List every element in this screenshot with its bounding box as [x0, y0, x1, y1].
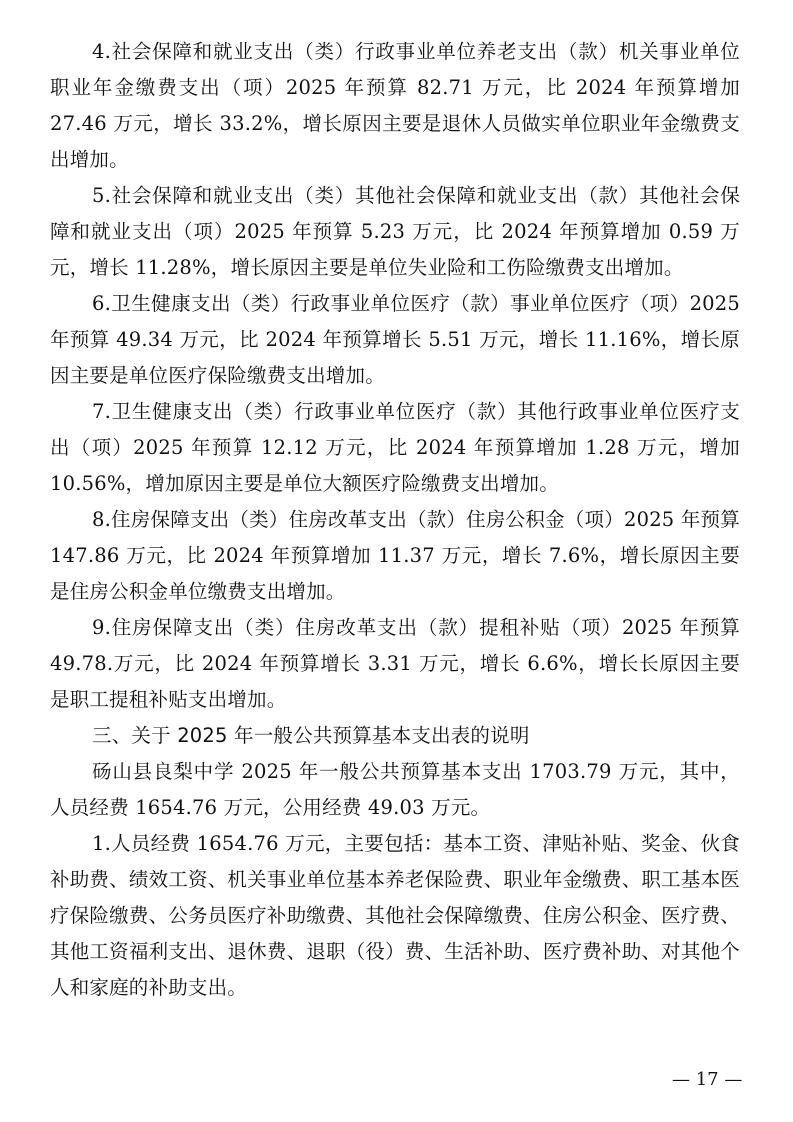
paragraph-item-6: 6.卫生健康支出（类）行政事业单位医疗（款）事业单位医疗（项）2025 年预算 49.34 万元，比 2024 年预算增长 5.51 万元，增长 11.16%，增长原因主要是单位医疗保险缴费支出增加。 — [50, 292, 740, 387]
personnel-expense-paragraph: 1.人员经费 1654.76 万元，主要包括：基本工资、津贴补贴、奖金、伙食补助费、绩效工资、机关事业单位基本养老保险费、职业年金缴费、职工基本医疗保险缴费、公务员医疗补助缴费、其他社会保障缴费、住房公积金、医疗费、其他工资福利支出、退休费、退职（役）费、生活补助、医疗费补助、对其他个人和家庭的补助支出。 — [50, 832, 740, 999]
paragraph-item-4: 4.社会保障和就业支出（类）行政事业单位养老支出（款）机关事业单位职业年金缴费支出（项）2025 年预算 82.71 万元，比 2024 年预算增加 27.46 万元，增长 33.2%，增长原因主要是退休人员做实单位职业年金缴费支出增加。 — [50, 40, 740, 171]
paragraph-item-7: 7.卫生健康支出（类）行政事业单位医疗（款）其他行政事业单位医疗支出（项）2025 年预算 12.12 万元，比 2024 年预算增加 1.28 万元，增加 10.56%，增加原因主要是单位大额医疗险缴费支出增加。 — [50, 400, 740, 495]
paragraph-item-9: 9.住房保障支出（类）住房改革支出（款）提租补贴（项）2025 年预算 49.78.万元，比 2024 年预算增长 3.31 万元，增长 6.6%，增长长原因主要是职工提租补贴支出增加。 — [50, 616, 740, 711]
summary-paragraph: 砀山县良梨中学 2025 年一般公共预算基本支出 1703.79 万元，其中，人员经费 1654.76 万元，公用经费 49.03 万元。 — [50, 760, 740, 819]
paragraph-item-5: 5.社会保障和就业支出（类）其他社会保障和就业支出（款）其他社会保障和就业支出（项）2025 年预算 5.23 万元，比 2024 年预算增加 0.59 万元，增长 11.28%，增长原因主要是单位失业险和工伤险缴费支出增加。 — [50, 184, 740, 279]
document-body — [50, 34, 740, 1006]
page-number: — 17 — — [672, 1069, 743, 1090]
section-heading: 三、关于 2025 年一般公共预算基本支出表的说明 — [92, 724, 530, 747]
paragraph-item-8: 8.住房保障支出（类）住房改革支出（款）住房公积金（项）2025 年预算 147.86 万元，比 2024 年预算增加 11.37 万元，增长 7.6%，增长原因主要是住房公积金单位缴费支出增加。 — [50, 508, 740, 603]
